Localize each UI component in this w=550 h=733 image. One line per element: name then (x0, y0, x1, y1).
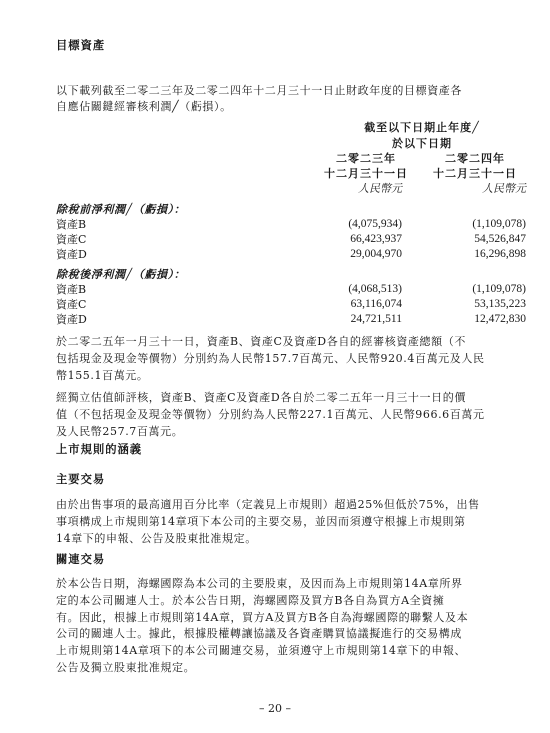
value-2024: 53,135,223 (474, 298, 526, 310)
subheading-connected-transaction: 關連交易 (56, 552, 106, 566)
paragraph-line: 有。因此，根據上市規則第14A章，買方A及買方B各自為海螺國際的聯繫人及本 (56, 610, 469, 624)
paragraph-line: 於本公告日期，海螺國際為本公司的主要股東，及因而為上市規則第14A章所界 (56, 577, 463, 590)
paragraph-line: 公司的關連人士。據此，根據股權轉讓協議及各資產購買協議擬進行的交易構成 (56, 627, 462, 641)
period-header-line1: 截至以下日期止年度╱ (364, 121, 480, 134)
total-assets-paragraph (56, 334, 506, 384)
col-2024-year: 二零二四年 (445, 152, 505, 165)
col-2024-date: 十二月三十一日 (433, 167, 517, 180)
table-row (56, 297, 526, 312)
table-row (56, 217, 526, 232)
row-label: 資產D (56, 248, 87, 261)
value-2024: (1,109,078) (472, 218, 526, 230)
value-2023: 66,423,937 (350, 233, 402, 245)
paragraph-line: 由於出售事項的最高適用百分比率（定義見上市規則）超過25%但低於75%，出售 (56, 498, 480, 511)
col-2023-currency: 人民幣元 (358, 182, 402, 195)
paragraph-line: 上市規則第14A章項下的本公司關連交易，並須遵守上市規則第14章下的申報、 (56, 644, 467, 658)
period-header-line2: 於以下日期 (392, 137, 452, 150)
paragraph-line: 幣155.1百萬元。 (56, 368, 149, 382)
pretax-section-label: 除稅前淨利潤╱（虧損）： (56, 203, 186, 216)
table-row (56, 247, 526, 262)
valuation-paragraph (56, 390, 506, 440)
major-transaction-paragraph (56, 497, 506, 547)
col-2023-year: 二零二三年 (336, 152, 396, 165)
paragraph-line: 公告及獨立股東批准規定。 (56, 660, 196, 674)
paragraph-line: 定的本公司關連人士。於本公告日期，海螺國際及買方B各自為買方A全資擁 (56, 593, 445, 607)
table-row (56, 312, 526, 327)
value-2023: (4,068,513) (348, 283, 402, 295)
page-number: – 20 – (259, 702, 291, 715)
row-label: 資產C (56, 298, 87, 311)
value-2024: 16,296,898 (474, 248, 526, 260)
table-row (56, 282, 526, 297)
value-2023: 63,116,074 (350, 298, 402, 310)
value-2023: 29,004,970 (350, 248, 402, 260)
paragraph-line: 事項構成上市規則第14章項下本公司的主要交易，並因而須遵守根據上市規則第 (56, 514, 466, 528)
table-row (56, 232, 526, 247)
paragraph-line: 及人民幣257.7百萬元。 (56, 424, 184, 438)
connected-transaction-paragraph (56, 576, 506, 677)
value-2024: 12,472,830 (474, 313, 526, 325)
intro-line: 以下載列截至二零二三年及二零二四年十二月三十一日止財政年度的目標資產各 (56, 84, 462, 97)
value-2023: 24,721,511 (350, 313, 402, 325)
section-heading-target-assets: 目標資產 (56, 38, 106, 52)
paragraph-line: 值（不包括現金及現金等價物）分別約為人民幣227.1百萬元、人民幣966.6百萬元 (56, 407, 485, 421)
aftertax-section-label: 除稅後淨利潤╱（虧損）： (56, 268, 186, 281)
section-heading-listing-rules: 上市規則的涵義 (56, 442, 143, 456)
row-label: 資產B (56, 218, 87, 231)
row-label: 資產B (56, 283, 87, 296)
intro-paragraph (56, 83, 506, 114)
paragraph-line: 經獨立估值師評核，資產B、資產C及資產D各自於二零二五年一月三十一日的價 (56, 391, 466, 404)
row-label: 資產C (56, 233, 87, 246)
col-2023-date: 十二月三十一日 (324, 167, 408, 180)
paragraph-line: 包括現金及現金等價物）分別約為人民幣157.7百萬元、人民幣920.4百萬元及人民 (56, 351, 485, 365)
col-2024-currency: 人民幣元 (482, 182, 526, 195)
intro-line: 自應佔關鍵經審核利潤╱（虧損）。 (56, 99, 232, 113)
value-2024: (1,109,078) (472, 283, 526, 295)
paragraph-line: 14章下的申報、公告及股東批准規定。 (56, 531, 257, 545)
paragraph-line: 於二零二五年一月三十一日，資產B、資產C及資產D各自的經審核資產總額（不 (56, 335, 466, 348)
subheading-major-transaction: 主要交易 (56, 472, 106, 486)
value-2024: 54,526,847 (474, 233, 526, 245)
row-label: 資產D (56, 313, 87, 326)
value-2023: (4,075,934) (348, 218, 402, 230)
